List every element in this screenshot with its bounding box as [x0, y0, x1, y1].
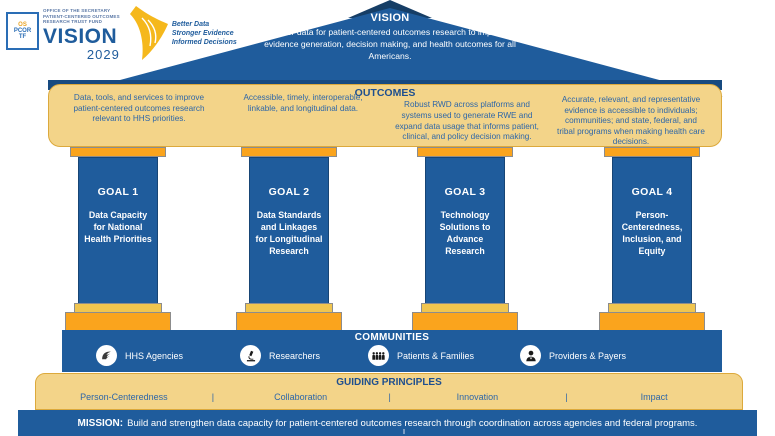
- brand-vision-title: VISION: [43, 24, 118, 48]
- outcomes-band: [48, 84, 722, 147]
- vision-statement: [258, 12, 522, 62]
- goal-label: GOAL 4: [631, 186, 673, 198]
- outcome-item: Accessible, timely, interoperable, linkable, and longitudinal data.: [243, 93, 363, 113]
- pillar-base-lower: [599, 312, 705, 331]
- goal-label: GOAL 2: [268, 186, 310, 198]
- agency-line: PATIENT-CENTERED OUTCOMES: [43, 13, 120, 19]
- logo-line: PCOR: [13, 28, 32, 34]
- agency-line: RESEARCH TRUST FUND: [43, 19, 103, 25]
- tagline-line: Better Data: [171, 21, 210, 28]
- pillar-capital: [241, 147, 337, 157]
- people-group-icon: [368, 345, 389, 366]
- community-label: Patients & Families: [397, 350, 475, 361]
- community-patients-families: [368, 345, 474, 366]
- vision-text: Better data for patient-centered outcomes research to improve evidence generation, decision making, and health outcomes for all Americans.: [264, 27, 516, 62]
- pillar-capital: [417, 147, 513, 157]
- community-providers-payers: [520, 345, 626, 366]
- community-researchers: [240, 345, 320, 366]
- goal-text: Person-Centeredness, Inclusion, and Equity: [621, 210, 683, 256]
- pillar-base-lower: [236, 312, 342, 331]
- tagline-line: Informed Decisions: [171, 39, 237, 47]
- guiding-principles-band: [35, 373, 743, 410]
- outcome-item: Accurate, relevant, and representative evidence is accessible to individuals; communities; and state, federal, and tribal programs when making health care decisions.: [557, 94, 705, 147]
- mission-text: Build and strengthen data capacity for patient-centered outcomes research through coordination across agencies and federal programs.: [127, 417, 698, 429]
- goal-text: Technology Solutions to Advance Research: [439, 210, 491, 256]
- pillar-capital: [70, 147, 166, 157]
- communities-band: [62, 330, 722, 372]
- brand-header: [6, 8, 237, 62]
- guiding-principles-row: [36, 392, 742, 402]
- goal-3-pillar: [425, 157, 505, 305]
- mission-label: MISSION:: [77, 417, 124, 429]
- agency-name: [43, 8, 120, 25]
- bottom-tick-mark: [403, 429, 405, 434]
- goal-text: Data Capacity for National Health Priorities: [84, 210, 152, 244]
- outcome-item: Robust RWD across platforms and systems used to generate RWE and expand data usage that informs patient, clinical, and policy decision making.: [395, 100, 539, 142]
- tagline-line: Stronger Evidence: [171, 30, 234, 38]
- pillar-base-lower: [65, 312, 171, 331]
- principle-item: Person-Centeredness: [80, 392, 168, 402]
- principle-item: Innovation: [456, 392, 499, 402]
- agency-line: OFFICE OF THE SECRETARY: [43, 8, 111, 13]
- outcomes-columns: [57, 93, 713, 147]
- community-label: Providers & Payers: [549, 350, 627, 361]
- logo-line: TF: [18, 34, 27, 40]
- goal-label: GOAL 3: [444, 186, 486, 198]
- separator: |: [388, 392, 391, 402]
- community-label: HHS Agencies: [125, 350, 184, 361]
- brand-title-block: [43, 8, 120, 61]
- mission-bar: [18, 410, 757, 436]
- goal-2-pillar: [249, 157, 329, 305]
- separator: |: [211, 392, 215, 402]
- microscope-icon: [240, 345, 261, 366]
- communities-title: COMMUNITIES: [354, 332, 430, 343]
- principle-item: Collaboration: [274, 392, 328, 402]
- logo-line: OS: [18, 22, 27, 28]
- guiding-principles-title: GUIDING PRINCIPLES: [336, 377, 442, 388]
- brand-year: 2029: [86, 46, 120, 62]
- pillar-base-lower: [412, 312, 518, 331]
- principle-item: Impact: [640, 392, 668, 402]
- pillar-capital: [604, 147, 700, 157]
- provider-person-icon: [520, 345, 541, 366]
- outcomes-title: OUTCOMES: [354, 87, 416, 99]
- separator: |: [565, 392, 568, 402]
- goal-text: Data Standards and Linkages for Longitudinal Research: [255, 210, 323, 256]
- goal-1-pillar: [78, 157, 158, 305]
- vision-title: VISION: [370, 12, 410, 24]
- os-pcortf-logo: [6, 12, 39, 50]
- goal-4-pillar: [612, 157, 692, 305]
- outcome-item: Data, tools, and services to improve patient-centered outcomes research relevant to HHS priorities.: [73, 93, 205, 124]
- gold-swoosh-icon: [122, 4, 170, 62]
- community-hhs-agencies: [96, 345, 183, 366]
- hhs-eagle-icon: [96, 345, 117, 366]
- community-label: Researchers: [269, 350, 321, 361]
- brand-tagline: [172, 20, 237, 47]
- goal-label: GOAL 1: [97, 186, 139, 198]
